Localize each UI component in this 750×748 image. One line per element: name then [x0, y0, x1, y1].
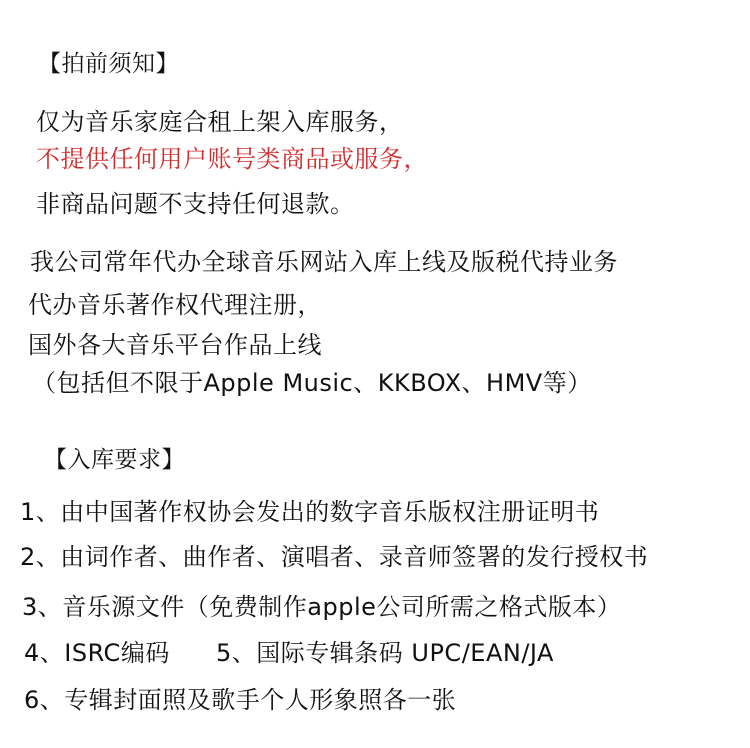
- notice-line-3: 非商品问题不支持任何退款。: [36, 190, 355, 218]
- notice-line-1: 仅为音乐家庭合租上架入库服务，: [36, 108, 404, 136]
- intro-line-4: （包括但不限于Apple Music、KKBOX、HMV等）: [32, 369, 592, 397]
- requirement-item-4: 4、ISRC编码: [24, 639, 170, 667]
- notice-heading: 【拍前须知】: [38, 51, 179, 77]
- requirement-item-5: 5、国际专辑条码 UPC/EAN/JA: [216, 639, 554, 667]
- requirement-item-3: 3、音乐源文件（免费制作apple公司所需之格式版本）: [22, 593, 622, 621]
- requirements-heading: 【入库要求】: [44, 447, 185, 473]
- intro-line-2: 代办音乐著作权代理注册，: [28, 291, 322, 319]
- requirement-item-2: 2、由词作者、曲作者、演唱者、录音师签署的发行授权书: [20, 543, 649, 571]
- notice-line-2: 不提供任何用户账号类商品或服务，: [36, 145, 428, 173]
- intro-line-3: 国外各大音乐平台作品上线: [28, 331, 322, 359]
- requirement-item-6: 6、专辑封面照及歌手个人形象照各一张: [24, 686, 457, 714]
- intro-line-1: 我公司常年代办全球音乐网站入库上线及版税代持业务: [30, 248, 618, 276]
- requirement-item-1: 1、由中国著作权协会发出的数字音乐版权注册证明书: [20, 498, 600, 526]
